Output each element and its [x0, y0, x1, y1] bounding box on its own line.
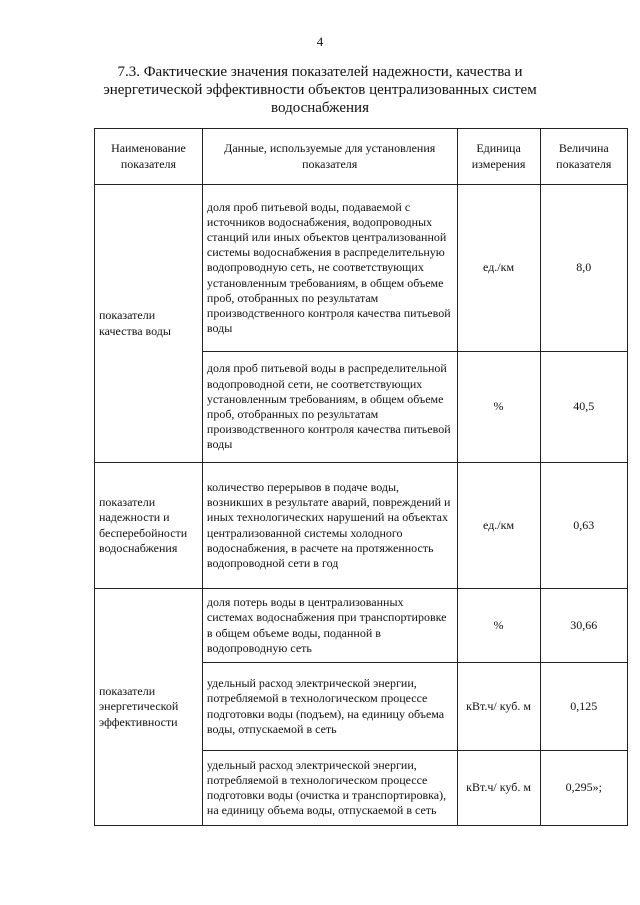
page-number: 4 [316, 34, 324, 49]
header-unit: Единица измерения [457, 129, 540, 185]
header-value: Величина показателя [540, 129, 627, 185]
row-description: доля проб питьевой воды в распределительной водопроводной сети, не соответствующих установленным требованиям, в общем объеме проб, отобранных по результатам производственного контроля качества питьевой воды [202, 352, 457, 463]
row-description: доля проб питьевой воды, подаваемой с источников водоснабжения, водопроводных станций или иных объектов централизованной системы водоснабжения в распределительную водопроводную сеть, не соответствующих установленным требованиям, в общем объеме проб, отобранных по результатам производственного контроля качества питьевой воды [202, 185, 457, 352]
indicators-table [94, 128, 628, 826]
row-description: удельный расход электрической энергии, потребляемой в технологическом процессе подготовки воды (подъем), на единицу объема воды, отпускаемой в сеть [202, 663, 457, 751]
row-unit: % [457, 589, 540, 663]
table-header-row [95, 129, 628, 185]
header-source-data: Данные, используемые для установления показателя [202, 129, 457, 185]
row-value: 40,5 [540, 352, 627, 463]
row-unit: ед./км [457, 185, 540, 352]
row-value: 0,125 [540, 663, 627, 751]
table-row [95, 185, 628, 352]
row-description: удельный расход электрической энергии, потребляемой в технологическом процессе подготовки воды (очистка и транспортировка), на единицу объема воды, отпускаемой в сеть [202, 751, 457, 826]
row-value: 0,63 [540, 463, 627, 589]
row-value: 0,295»; [540, 751, 627, 826]
section-title: 7.3. Фактические значения показателей надежности, качества и энергетической эффективности объектов централизованных систем водоснабжения [103, 64, 537, 116]
row-unit: % [457, 352, 540, 463]
row-unit: кВт.ч/ куб. м [457, 751, 540, 826]
group-name-water-quality: показатели качества воды [95, 185, 203, 463]
row-description: количество перерывов в подаче воды, возникших в результате аварий, повреждений и иных технологических нарушений на объектах централизованной системы холодного водоснабжения, в расчете на протяженность водопроводной сети в год [202, 463, 457, 589]
row-unit: ед./км [457, 463, 540, 589]
table-row [95, 589, 628, 663]
group-name-energy-efficiency: показатели энергетической эффективности [95, 589, 203, 826]
row-unit: кВт.ч/ куб. м [457, 663, 540, 751]
group-name-reliability: показатели надежности и бесперебойности водоснабжения [95, 463, 203, 589]
header-indicator-name: Наименование показателя [95, 129, 203, 185]
row-value: 8,0 [540, 185, 627, 352]
row-value: 30,66 [540, 589, 627, 663]
table-row [95, 463, 628, 589]
row-description: доля потерь воды в централизованных системах водоснабжения при транспортировке в общем объеме воды, поданной в водопроводную сеть [202, 589, 457, 663]
